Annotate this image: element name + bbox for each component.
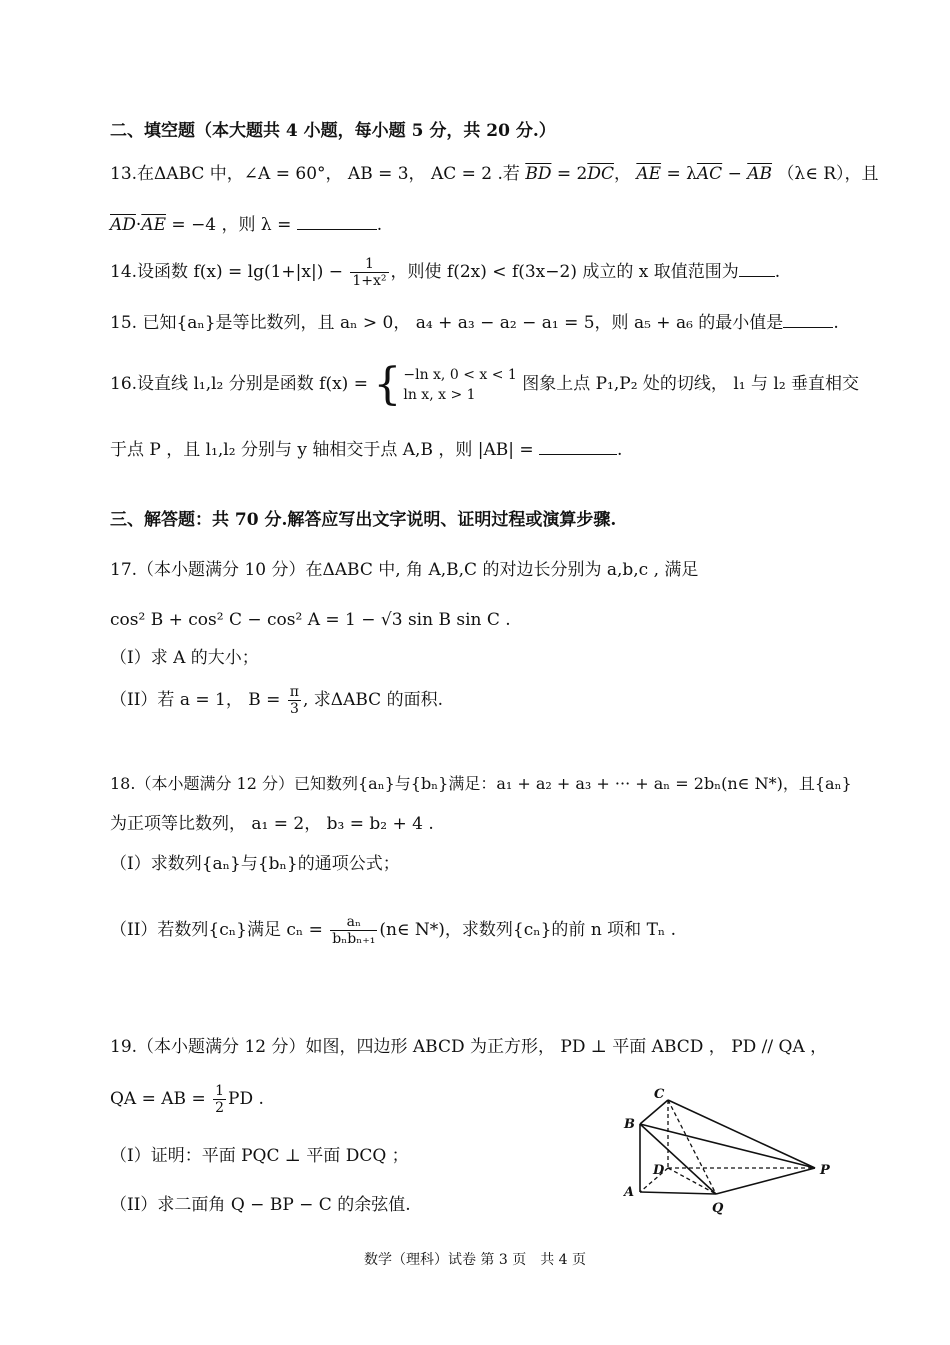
q19-line1: 19.（本小题满分 12 分）如图，四边形 ABCD 为正方形， PD ⊥ 平面 ABCD ， PD // QA ， [110,1037,828,1057]
q16-line1 [110,358,860,410]
vector-ae-2: $\overline{AE}$ [141,215,167,235]
label-b: B [624,1117,635,1132]
geometry-figure [620,1082,850,1222]
q16-line2 [110,436,622,463]
q16-text-c: 于点 P ，且 l₁,l₂ 分别与 y 轴相交于点 A,B ，则 |AB| = [110,440,540,460]
q18-part2 [110,914,676,947]
vector-ab: $\overline{AB}$ [747,164,773,184]
q17-part2-b: , 求ΔABC 的面积. [303,690,443,710]
q15-text-a: 15. 已知{aₙ}是等比数列，且 aₙ > 0， a₄ + a₃ − a₂ − a₁ = 5，则 a₅ + a₆ 的最小值是 [110,313,784,333]
label-a: A [624,1185,635,1200]
label-q: Q [712,1201,724,1216]
q16-text-a: 16.设直线 l₁,l₂ 分别是函数 f(x) = [110,374,374,394]
label-p: P [820,1163,830,1178]
q16-period: . [617,440,623,460]
q17-part1: （I）求 A 的大小； [110,648,259,668]
q18-frac-num: aₙ [330,914,377,931]
q18-part2-a: （II）若数列{cₙ}满足 cₙ = [110,920,329,940]
answer-blank-13 [297,211,377,230]
q13-period: . [376,215,383,235]
q17-frac-den: 3 [289,701,299,717]
q19-line2-a: QA = AB = [110,1089,212,1109]
q14-frac-num: 1 [350,256,388,273]
edge-cp [668,1100,815,1168]
q14-frac-den: 1+x² [352,273,387,289]
q13-minus: − [722,164,748,184]
q17-frac-num: π [289,684,299,700]
edge-cb [640,1100,668,1124]
q14-text-b: ，则使 f(2x) < f(3x−2) 成立的 x 取值范围为 [390,262,739,282]
page-footer: 数学（理科）试卷 第 3 页 共 4 页 [363,1252,587,1268]
q14-line [110,256,780,289]
answer-blank-16 [539,436,617,455]
q18-line1: 18.（本小题满分 12 分）已知数列{aₙ}与{bₙ}满足：a₁ + a₂ + a₃ + ··· + aₙ = 2bₙ(n∈ N*)，且{aₙ} [110,774,852,793]
q13-text-b: （λ∈ R），且 [772,164,879,184]
answer-blank-14 [739,258,775,277]
q16-cases [403,365,516,405]
edge-qp [716,1168,815,1194]
q13-dot: · [135,215,142,235]
q18-fraction [330,914,377,947]
q13-text-c: = −4 ，则 λ = [166,215,297,235]
q17-fraction [288,684,301,717]
label-c: C [654,1087,665,1102]
q18-line2: 为正项等比数列， a₁ = 2， b₃ = b₂ + 4 . [110,814,434,834]
q16-brace: { [373,358,402,410]
q18-part2-b: (n∈ N*)，求数列{cₙ}的前 n 项和 Tₙ . [379,920,677,940]
edge-bq [640,1124,716,1194]
q16-case-2: ln x, x > 1 [403,386,476,403]
q19-fraction [213,1083,226,1116]
label-d: D [653,1163,665,1178]
section2-heading: 二、填空题（本大题共 4 小题，每小题 5 分，共 20 分.） [110,121,556,141]
q15-period: . [833,313,839,333]
vector-ad: $\overline{AD}$ [110,215,136,235]
q19-line2 [110,1083,264,1116]
q17-line2: cos² B + cos² C − cos² A = 1 − √3 sin B sin C . [110,610,511,630]
q18-frac-den: bₙbₙ₊₁ [332,931,376,947]
q15-line [110,309,839,336]
q13-text-a: 13.在ΔABC 中，∠A = 60°， AB = 3， AC = 2 .若 [110,164,526,184]
edge-aq [640,1192,716,1194]
answer-blank-15 [783,309,833,328]
q14-period: . [774,262,781,282]
vector-dc: $\overline{DC}$ [587,164,614,184]
section3-heading: 三、解答题：共 70 分.解答应写出文字说明、证明过程或演算步骤. [110,510,617,530]
q18-part1: （I）求数列{aₙ}与{bₙ}的通项公式； [110,854,400,874]
q13-sep: ， [613,164,637,184]
q19-part1: （I）证明：平面 PQC ⊥ 平面 DCQ ； [110,1146,409,1166]
q13-eq2: = λ [661,164,697,184]
q13-line2 [110,211,382,238]
q16-text-b: 图象上点 P₁,P₂ 处的切线， l₁ 与 l₂ 垂直相交 [516,374,860,394]
q16-case-1: −ln x, 0 < x < 1 [403,366,517,383]
hidden-edge-cq [668,1100,716,1194]
q17-part2 [110,684,443,717]
q13-line1 [110,161,879,187]
vector-ae: $\overline{AE}$ [636,164,662,184]
q13-eq1: = 2 [551,164,588,184]
vector-ac: $\overline{AC}$ [696,164,723,184]
q19-part2: （II）求二面角 Q − BP − C 的余弦值. [110,1195,411,1215]
q14-fraction [350,256,388,289]
vector-bd: $\overline{BD}$ [525,164,552,184]
q19-frac-num: 1 [215,1083,225,1099]
q19-frac-den: 2 [215,1100,225,1116]
q17-line1: 17.（本小题满分 10 分）在ΔABC 中, 角 A,B,C 的对边长分别为 a,b,c , 满足 [110,560,699,580]
edge-bp [640,1124,815,1168]
q17-part2-a: （II）若 a = 1， B = [110,690,286,710]
q14-text-a: 14.设函数 f(x) = lg(1+|x|) − [110,262,349,282]
q19-line2-b: PD . [228,1089,264,1109]
